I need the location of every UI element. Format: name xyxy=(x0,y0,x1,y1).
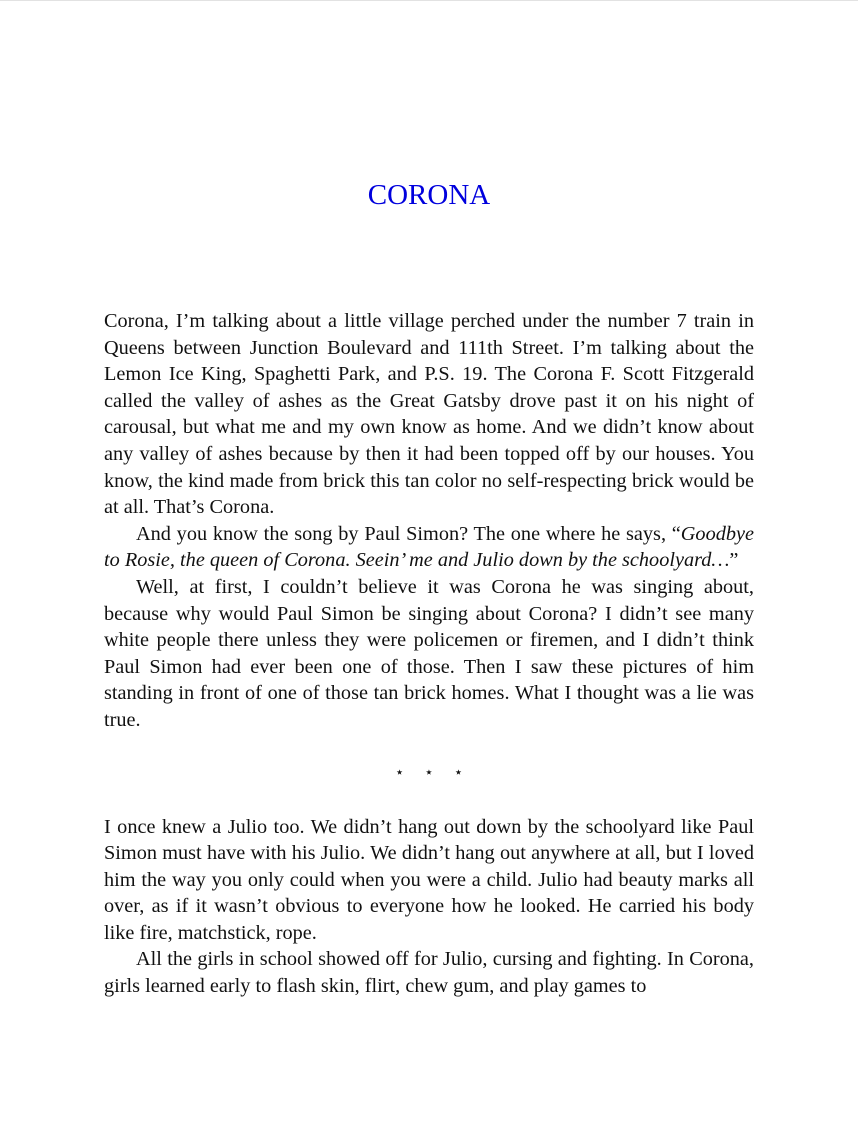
paragraph-3: Well, at first, I couldn’t believe it was Corona he was singing about, because why would Paul Simon be singing about Corona? I didn’t see many white people there unless they were policemen or firemen, and I didn’t think Paul Simon had ever been one of those. Then I saw these pictures of him standing in front of one of those tan brick homes. What I thought was a lie was true. xyxy=(104,575,754,731)
paragraph-1: Corona, I’m talking about a little village perched under the number 7 train in Queens between Junction Boulevard and 111th Street. I’m talking about the Lemon Ice King, Spaghetti Park, and P.S. 19. The Corona F. Scott Fitzgerald called the valley of ashes as the Great Gatsby drove past it on his night of carousal, but what me and my own know as home. And we didn’t know about any valley of ashes because by then it had been topped off by our houses. You know, the kind made from brick this tan color no self-respecting brick would be at all. That’s Corona. xyxy=(104,310,754,519)
song-lyric-quote: Goodbye to Rosie, the queen of Corona. Seein’ me and Julio down by the schoolyard… xyxy=(104,522,754,572)
paragraph-4: I once knew a Julio too. We didn’t hang out down by the schoolyard like Paul Simon must have with his Julio. We didn’t hang out anywhere at all, but I loved him the way you only could when you were a child. Julio had beauty marks all over, as if it wasn’t obvious to everyone how he looked. He carried his body like fire, matchstick, rope. xyxy=(104,815,754,944)
paragraph-5: All the girls in school showed off for Julio, cursing and fighting. In Corona, girls learned early to flash skin, flirt, chew gum, and play games to xyxy=(104,948,754,998)
section-break xyxy=(104,728,754,820)
paragraph-2-intro: And you know the song by Paul Simon? The one where he says, “ xyxy=(136,522,681,545)
star-icon: ⋆ xyxy=(453,765,464,781)
page-top-edge xyxy=(0,0,858,1)
star-icon: ⋆ xyxy=(424,765,434,781)
paragraph-2-close: ” xyxy=(729,549,739,572)
chapter-body xyxy=(104,308,754,1000)
paragraph-2 xyxy=(104,521,754,574)
star-icon: ⋆ xyxy=(394,765,405,781)
chapter-title: CORONA xyxy=(367,179,491,211)
